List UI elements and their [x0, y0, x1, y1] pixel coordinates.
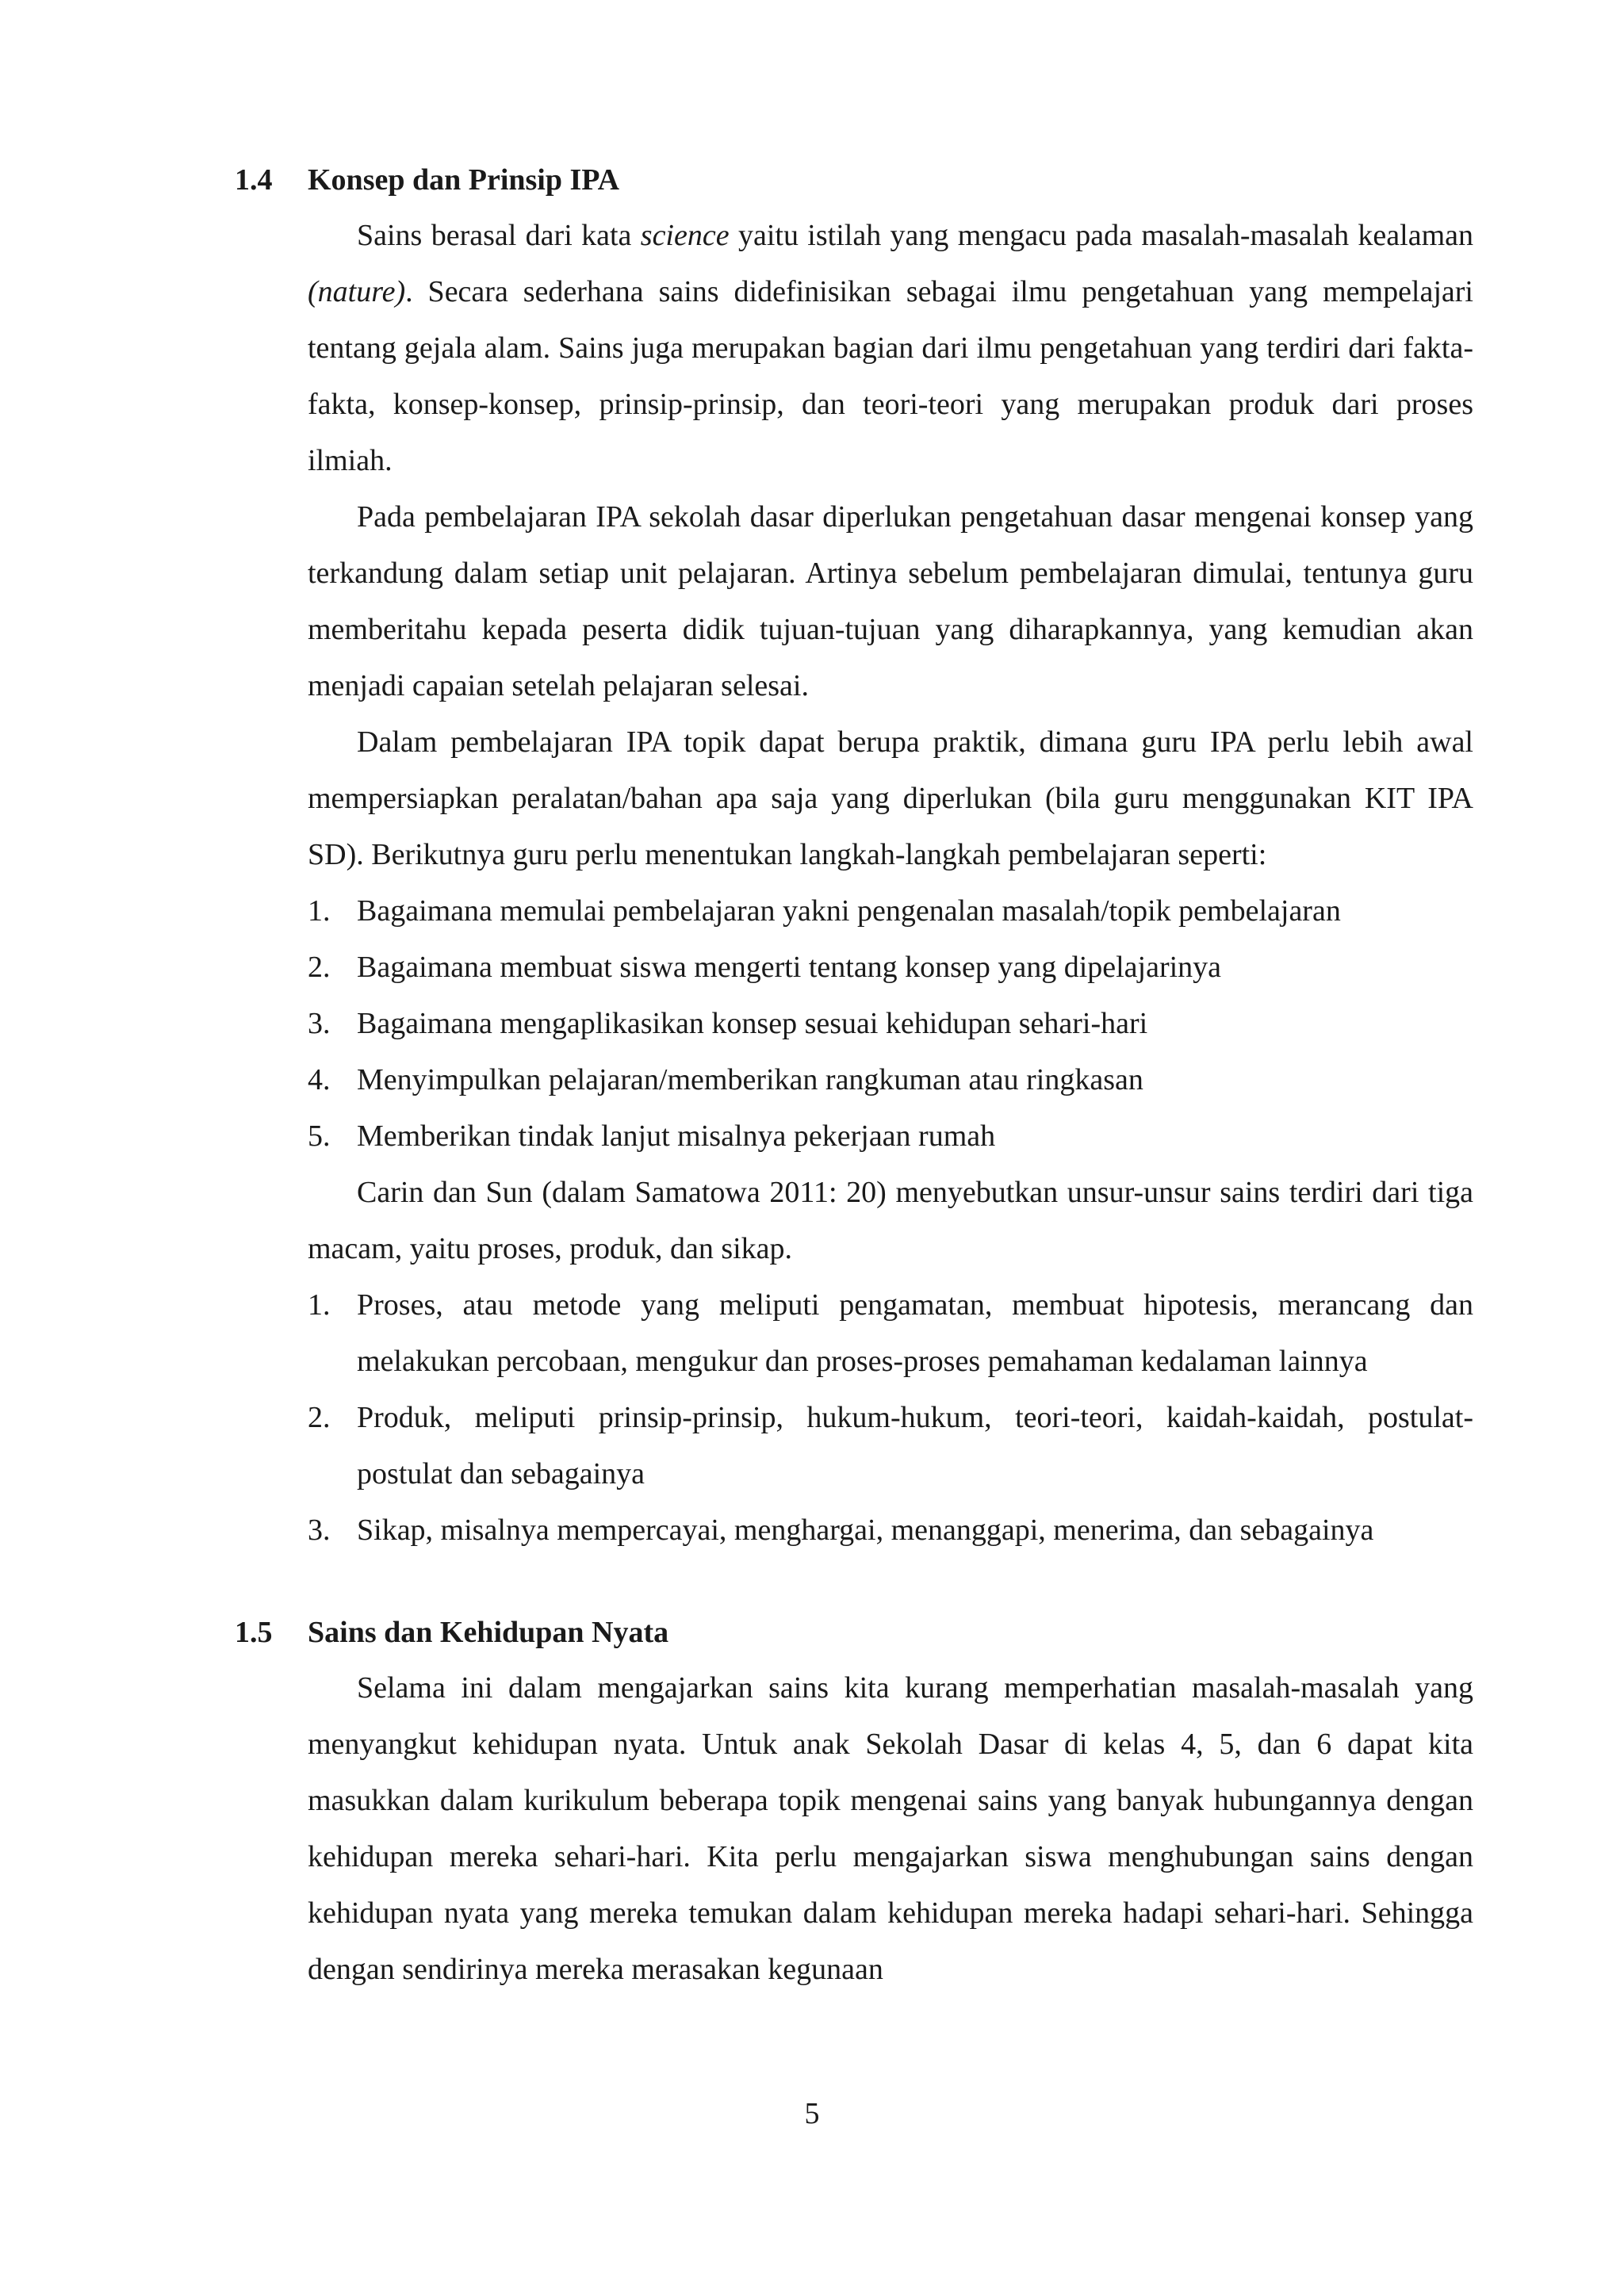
- section-body-1-4: [308, 208, 1473, 1559]
- section-body-1-5: [308, 1660, 1473, 1998]
- list-item: [308, 1052, 1473, 1108]
- list-item-text: Proses, atau metode yang meliputi pengamatan, membuat hipotesis, merancang dan melakukan percobaan, mengukur dan proses-proses pemahaman kedalaman lainnya: [357, 1288, 1473, 1378]
- paragraph: Pada pembelajaran IPA sekolah dasar diperlukan pengetahuan dasar mengenai konsep yang terkandung dalam setiap unit pelajaran. Artinya sebelum pembelajaran dimulai, tentunya guru memberitahu kepada peserta didik tujuan-tujuan yang diharapkannya, yang kemudian akan menjadi capaian setelah pelajaran selesai.: [308, 500, 1473, 702]
- list-item: [308, 1277, 1473, 1390]
- list-marker: 3.: [308, 1513, 331, 1547]
- list-item-text: Menyimpulkan pelajaran/memberikan rangkuman atau ringkasan: [357, 1063, 1143, 1096]
- text-run: Sains berasal dari kata: [357, 219, 641, 252]
- list-item-text: Bagaimana mengaplikasikan konsep sesuai kehidupan sehari-hari: [357, 1007, 1148, 1040]
- list-marker: 1.: [308, 1288, 331, 1322]
- section-title: Sains dan Kehidupan Nyata: [308, 1616, 669, 1649]
- list-item: [308, 883, 1473, 939]
- paragraph: Selama ini dalam mengajarkan sains kita kurang memperhatian masalah-masalah yang menyangkut kehidupan nyata. Untuk anak Sekolah Dasar di kelas 4, 5, dan 6 dapat kita masukkan dalam kurikulum beberapa topik mengenai sains yang banyak hubungannya dengan kehidupan mereka sehari-hari. Kita perlu mengajarkan siswa menghubungan sains dengan kehidupan nyata yang mereka temukan dalam kehidupan mereka hadapi sehari-hari. Sehingga dengan sendirinya mereka merasakan kegunaan: [308, 1671, 1473, 1986]
- steps-list: [308, 883, 1473, 1165]
- list-item-text: Bagaimana membuat siswa mengerti tentang konsep yang dipelajarinya: [357, 951, 1222, 984]
- list-marker: 5.: [308, 1119, 331, 1153]
- list-item: [308, 996, 1473, 1052]
- list-marker: 2.: [308, 1401, 331, 1434]
- section-spacer: [235, 1559, 1473, 1605]
- elements-list: [308, 1277, 1473, 1559]
- section-number: 1.5: [235, 1616, 273, 1649]
- section-number: 1.4: [235, 163, 273, 197]
- list-item: [308, 939, 1473, 996]
- list-item: [308, 1502, 1473, 1559]
- list-item-text: Memberikan tindak lanjut misalnya pekerjaan rumah: [357, 1119, 996, 1153]
- section-heading-1-5: [235, 1605, 1473, 1660]
- list-marker: 2.: [308, 951, 331, 984]
- list-item-text: Produk, meliputi prinsip-prinsip, hukum-hukum, teori-teori, kaidah-kaidah, postulat-postulat dan sebagainya: [357, 1401, 1473, 1490]
- italic-term: science: [640, 219, 730, 252]
- list-item-text: Sikap, misalnya mempercayai, menghargai, menanggapi, menerima, dan sebagainya: [357, 1513, 1374, 1547]
- list-item-text: Bagaimana memulai pembelajaran yakni pengenalan masalah/topik pembelajaran: [357, 894, 1341, 928]
- section-heading-1-4: [235, 152, 1473, 208]
- paragraph: Dalam pembelajaran IPA topik dapat berupa praktik, dimana guru IPA perlu lebih awal mempersiapkan peralatan/bahan apa saja yang diperlukan (bila guru menggunakan KIT IPA SD). Berikutnya guru perlu menentukan langkah-langkah pembelajaran seperti:: [308, 725, 1473, 871]
- list-item: [308, 1390, 1473, 1502]
- list-item: [308, 1108, 1473, 1165]
- list-marker: 1.: [308, 894, 331, 928]
- section-title: Konsep dan Prinsip IPA: [308, 163, 620, 197]
- text-run: yaitu istilah yang mengacu pada masalah-masalah kealaman: [729, 219, 1474, 252]
- paragraph: Carin dan Sun (dalam Samatowa 2011: 20) menyebutkan unsur-unsur sains terdiri dari tiga macam, yaitu proses, produk, dan sikap.: [308, 1176, 1473, 1265]
- list-marker: 4.: [308, 1063, 331, 1096]
- page-content: [235, 152, 1473, 1998]
- list-marker: 3.: [308, 1007, 331, 1040]
- page-number: 5: [804, 2097, 820, 2130]
- paragraph: [308, 208, 1473, 489]
- italic-term: (nature): [308, 275, 406, 308]
- text-run: . Secara sederhana sains didefinisikan sebagai ilmu pengetahuan yang mempelajari tentang gejala alam. Sains juga merupakan bagian dari ilmu pengetahuan yang terdiri dari fakta-fakta, konsep-konsep, prinsip-prinsip, dan teori-teori yang merupakan produk dari proses ilmiah.: [308, 275, 1473, 477]
